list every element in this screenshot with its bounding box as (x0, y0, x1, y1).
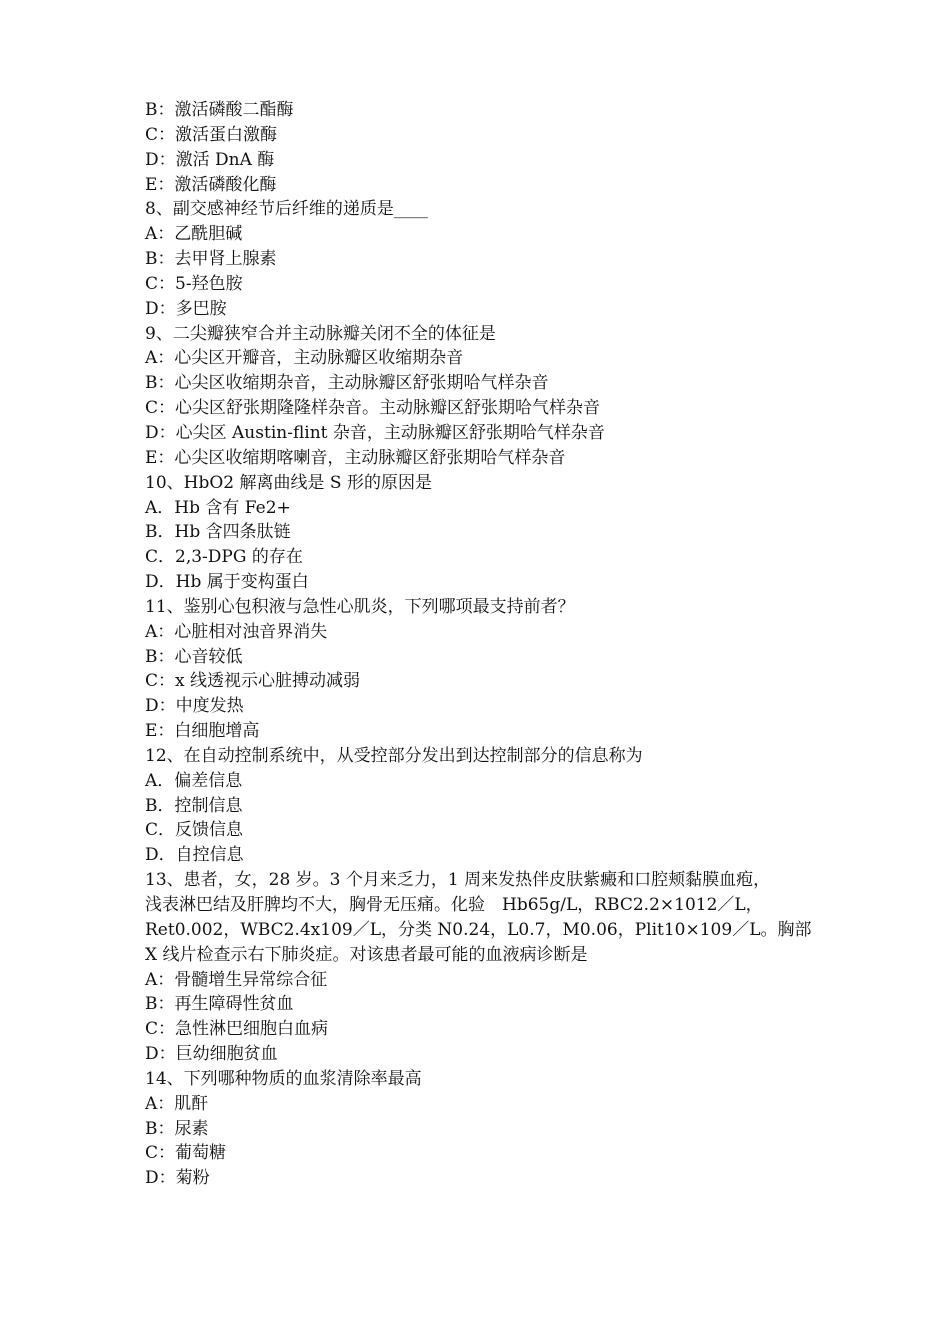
q11-option-c: C：x 线透视示心脏搏动减弱 (145, 671, 360, 692)
q12-option-a: A．偏差信息 (145, 770, 243, 791)
q9-option-b: B：心尖区收缩期杂音，主动脉瓣区舒张期哈气样杂音 (145, 373, 549, 394)
q8-option-a: A：乙酰胆碱 (145, 224, 243, 245)
q10-option-c: C．2,3-DPG 的存在 (145, 547, 303, 568)
q8-option-d: D：多巴胺 (145, 298, 227, 319)
q13-option-a: A：骨髓增生异常综合征 (145, 969, 328, 990)
q14-option-b: B：尿素 (145, 1118, 209, 1139)
q8-option-c: C：5-羟色胺 (145, 273, 243, 294)
question-10: 10、HbO2 解离曲线是 S 形的原因是 (145, 472, 432, 493)
q10-option-b: B．Hb 含四条肽链 (145, 522, 291, 543)
question-8: 8、副交感神经节后纤维的递质是____ (145, 199, 428, 220)
q9-option-a: A：心尖区开瓣音，主动脉瓣区收缩期杂音 (145, 348, 464, 369)
question-13-line-1: 13、患者，女，28 岁。3 个月来乏力，1 周来发热伴皮肤紫癜和口腔颊黏膜血疱， (145, 870, 771, 891)
q10-option-d: D．Hb 属于变构蛋白 (145, 572, 309, 593)
q14-option-a: A：肌酐 (145, 1093, 209, 1114)
question-11: 11、鉴别心包积液与急性心肌炎，下列哪项最支持前者？ (145, 596, 575, 617)
q14-option-c: C：葡萄糖 (145, 1143, 227, 1164)
q11-option-d: D：中度发热 (145, 696, 244, 717)
q12-option-b: B．控制信息 (145, 795, 243, 816)
question-13-line-4: X 线片检查示右下肺炎症。对该患者最可能的血液病诊断是 (145, 944, 588, 965)
q9-option-e: E：心尖区收缩期喀喇音，主动脉瓣区舒张期哈气样杂音 (145, 447, 566, 468)
question-13-line-3: Ret0.002，WBC2.4x109／L，分类 N0.24，L0.7，M0.06，Plit10×109／L。胸部 (145, 919, 812, 940)
q11-option-b: B：心音较低 (145, 646, 243, 667)
option-c-text: C：激活蛋白激酶 (145, 124, 278, 145)
q14-option-d: D：菊粉 (145, 1168, 210, 1189)
q9-option-d: D：心尖区 Austin-flint 杂音，主动脉瓣区舒张期哈气样杂音 (145, 422, 605, 443)
q13-option-b: B：再生障碍性贫血 (145, 994, 294, 1015)
q11-option-e: E：白细胞增高 (145, 721, 260, 742)
question-13-line-2: 浅表淋巴结及肝脾均不大，胸骨无压痛。化验 Hb65g/L，RBC2.2×1012／L， (145, 895, 763, 915)
option-d-text: D：激活 DnA 酶 (145, 149, 275, 170)
question-12: 12、在自动控制系统中，从受控部分发出到达控制部分的信息称为 (145, 745, 643, 766)
q13-option-d: D：巨幼细胞贫血 (145, 1044, 278, 1065)
q13-option-c: C：急性淋巴细胞白血病 (145, 1019, 329, 1040)
q12-option-c: C．反馈信息 (145, 820, 244, 841)
option-b-text: B：激活磷酸二酯酶 (145, 100, 294, 120)
q9-option-c: C：心尖区舒张期隆隆样杂音。主动脉瓣区舒张期哈气样杂音 (145, 398, 601, 419)
option-e-text: E：激活磷酸化酶 (145, 174, 277, 195)
q11-option-a: A：心脏相对浊音界消失 (145, 621, 328, 642)
q10-option-a: A．Hb 含有 Fe2+ (145, 497, 291, 518)
document-page (145, 98, 825, 1191)
q8-option-b: B：去甲肾上腺素 (145, 249, 277, 270)
question-9: 9、二尖瓣狭窄合并主动脉瓣关闭不全的体征是 (145, 323, 496, 344)
q12-option-d: D．自控信息 (145, 845, 244, 866)
question-14: 14、下列哪种物质的血浆清除率最高 (145, 1068, 422, 1089)
